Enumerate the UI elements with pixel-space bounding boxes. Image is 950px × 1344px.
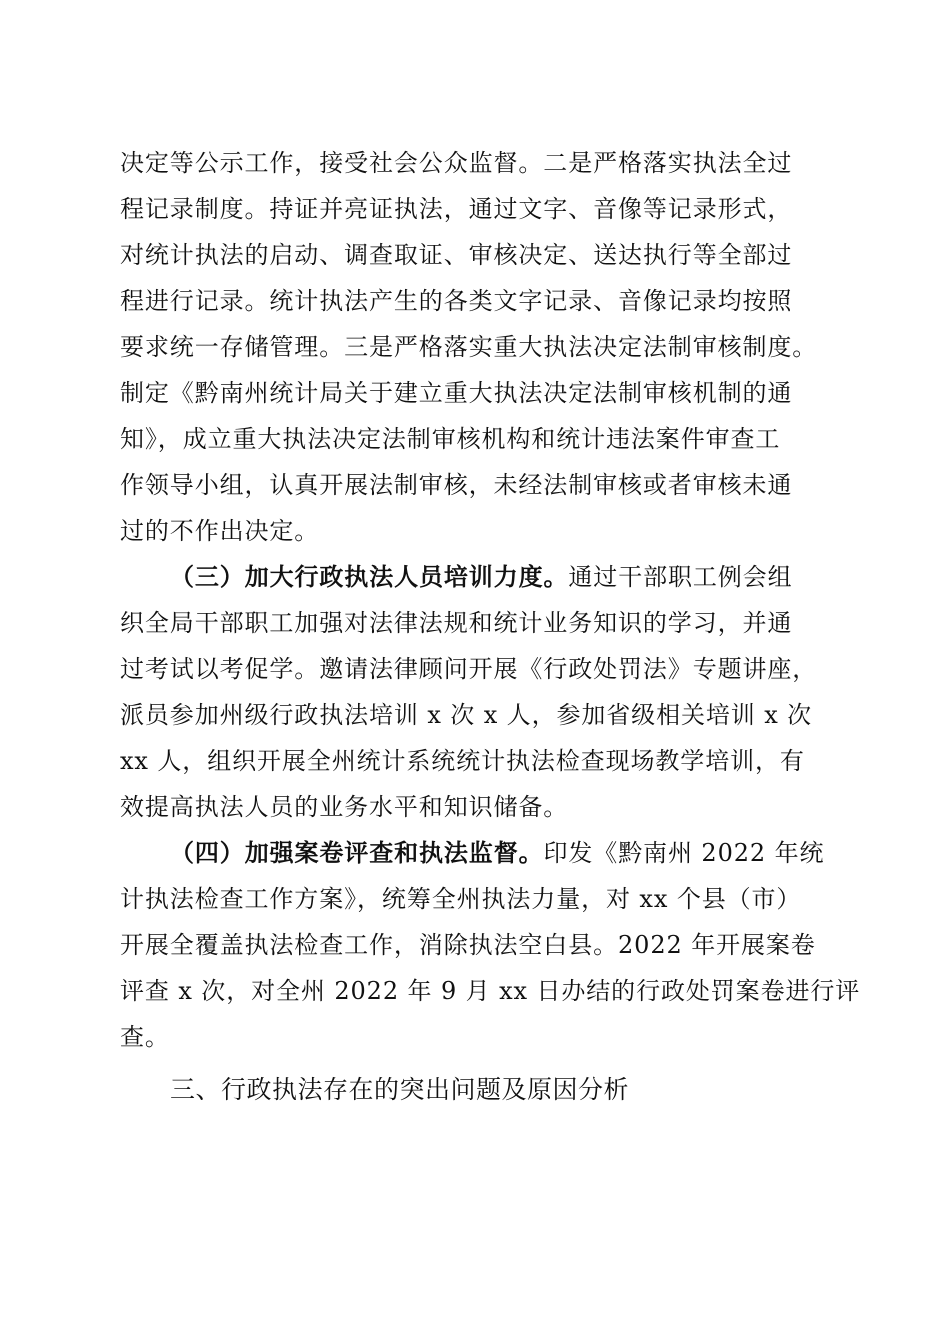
text-line: 要求统一存储管理。三是严格落实重大执法决定法制审核制度。: [120, 333, 818, 361]
text-line: 过的不作出决定。: [120, 517, 320, 545]
text-line: 计执法检查工作方案》，统筹全州执法力量，对 xx 个县（市）: [120, 885, 802, 913]
subsection-title: （三）加大行政执法人员培训力度。: [170, 562, 569, 591]
text-line: 织全局干部职工加强对法律法规和统计业务知识的学习，并通: [120, 609, 793, 637]
text-span: 通过干部职工例会组: [568, 563, 793, 591]
paragraph-first-line: [120, 830, 830, 876]
paragraph-continuation: [120, 140, 830, 554]
text-line: 开展全覆盖执法检查工作，消除执法空白县。2022 年开展案卷: [120, 931, 816, 959]
text-line: 对统计执法的启动、调查取证、审核决定、送达执行等全部过: [120, 241, 793, 269]
text-line: 作领导小组，认真开展法制审核，未经法制审核或者审核未通: [120, 471, 793, 499]
text-line: 过考试以考促学。邀请法律顾问开展《行政处罚法》专题讲座，: [120, 655, 818, 683]
text-line: 制定《黔南州统计局关于建立重大执法决定法制审核机制的通: [120, 379, 793, 407]
text-line: 派员参加州级行政执法培训 x 次 x 人，参加省级相关培训 x 次: [120, 701, 813, 729]
paragraph-first-line: [120, 554, 830, 600]
section-heading: 三、行政执法存在的突出问题及原因分析: [170, 1075, 630, 1104]
text-line: xx 人，组织开展全州统计系统统计执法检查现场教学培训，有: [120, 747, 805, 775]
text-line: 评查 x 次，对全州 2022 年 9 月 xx 日办结的行政处罚案卷进行评: [120, 977, 861, 1005]
paragraph-supervision: [120, 830, 861, 1060]
document-body: [120, 140, 861, 1120]
text-span: 印发《黔南州 2022 年统: [543, 839, 825, 867]
text-line: 程进行记录。统计执法产生的各类文字记录、音像记录均按照: [120, 287, 793, 315]
text-line: 查。: [120, 1023, 170, 1051]
text-line: 知》，成立重大执法决定法制审核机构和统计违法案件审查工: [120, 425, 781, 453]
paragraph-training: [120, 554, 830, 830]
subsection-title: （四）加强案卷评查和执法监督。: [170, 838, 544, 867]
text-line: 决定等公示工作，接受社会公众监督。二是严格落实执法全过: [120, 149, 793, 177]
text-line: 效提高执法人员的业务水平和知识储备。: [120, 793, 569, 821]
text-line: 程记录制度。持证并亮证执法，通过文字、音像等记录形式，: [120, 195, 793, 223]
